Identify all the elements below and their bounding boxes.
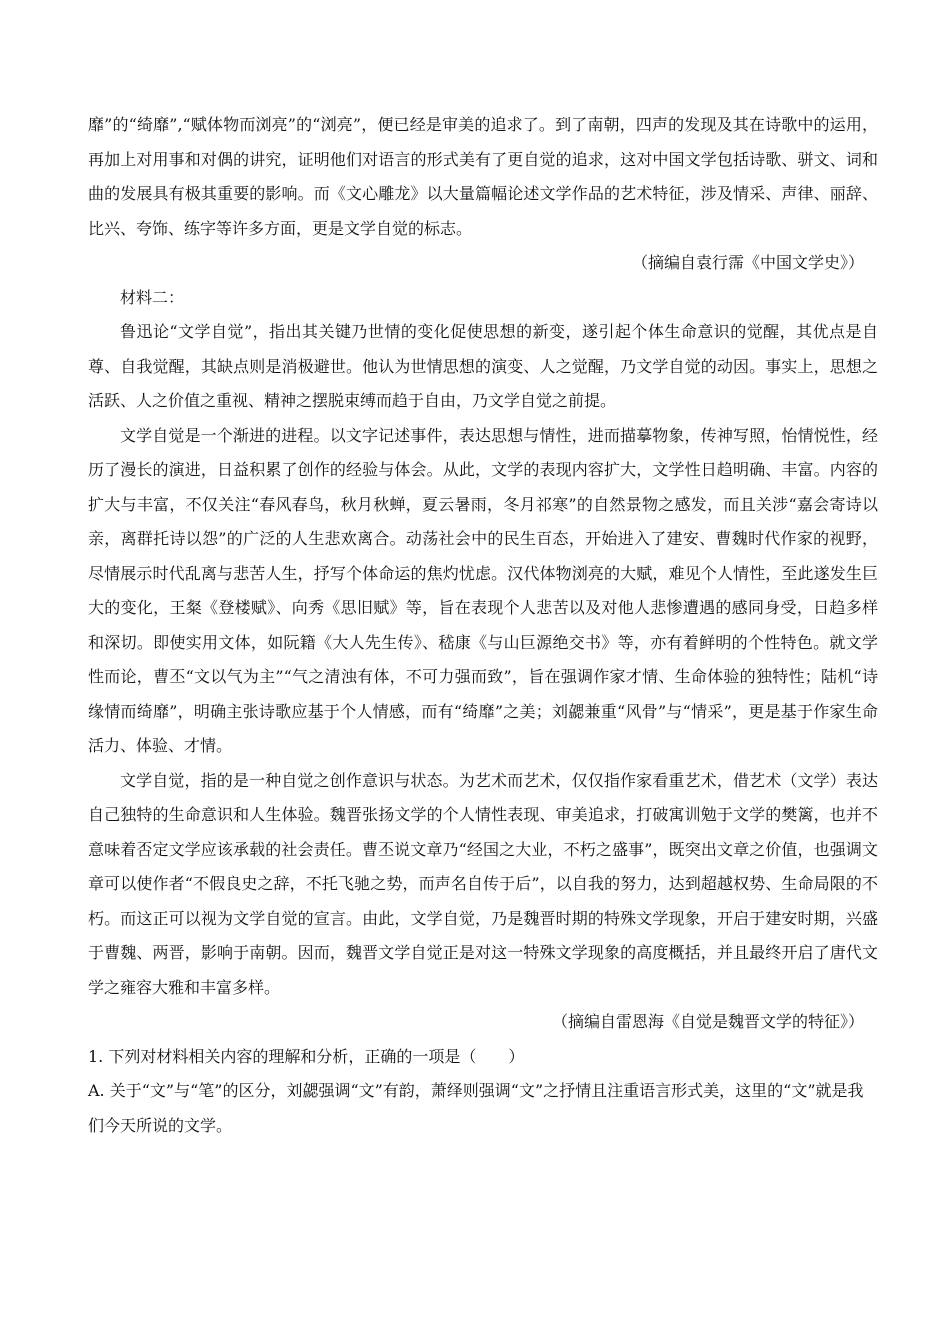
question-1: 1. 下列对材料相关内容的理解和分析，正确的一项是（ ） [88, 1046, 525, 1066]
material2-paragraph-3: 文学自觉，指的是一种自觉之创作意识与状态。为艺术而艺术，仅仅指作家看重艺术，借艺术（文学）表达自己独特的生命意识和人生体验。魏晋张扬文学的个人情性表现、审美追求，打破寓训勉于文学的樊篱，也并不意味着否定文学应该承载的社会责任。曹丕说文章乃“经国之大业，不朽之盛事”，既突出文章之价值，也强调文章可以使作者“不假良史之辞，不托飞驰之势，而声名自传于后”，以自我的努力，达到超越权势、生命局限的不朽。而这正可以视为文学自觉的宣言。由此，文学自觉，乃是魏晋时期的特殊文学现象，开启于建安时期，兴盛于曹魏、两晋，影响于南朝。因而，魏晋文学自觉正是对这一特殊文学现象的高度概括，并且最终开启了唐代文学之雍容大雅和丰富多样。 [88, 770, 878, 997]
source-citation-1: （摘编自袁行霈《中国文学史》） [631, 253, 864, 272]
material1-tail-paragraph: 靡”的“绮靡”,“赋体物而浏亮”的“浏亮”，便已经是审美的追求了。到了南朝，四声的发现及其在诗歌中的运用，再加上对用事和对偶的讲究，证明他们对语言的形式美有了更自觉的追求，这对中国文学包括诗歌、骈文、词和曲的发展具有极其重要的影响。而《文心雕龙》以大量篇幅论述文学作品的艺术特征，涉及情采、声律、丽辞、比兴、夸饰、练字等许多方面，更是文学自觉的标志。 [88, 115, 878, 238]
question-1-option-a: A. 关于“文”与“笔”的区分，刘勰强调“文”有韵，萧绎则强调“文”之抒情且注重语言形式美，这里的“文”就是我们今天所说的文学。 [88, 1081, 864, 1135]
document-page [88, 108, 878, 1143]
material2-heading: 材料二： [120, 287, 185, 307]
material2-paragraph-2: 文学自觉是一个渐进的进程。以文字记述事件，表达思想与情性，进而描摹物象，传神写照，怡情悦性，经历了漫长的演进，日益积累了创作的经验与体会。从此，文学的表现内容扩大，文学性日趋明确、丰富。内容的扩大与丰富，不仅关注“春风春鸟，秋月秋蝉，夏云暑雨，冬月祁寒”的自然景物之感发，而且关涉“嘉会寄诗以亲，离群托诗以怨”的广泛的人生悲欢离合。动荡社会中的民生百态，开始进入了建安、曹魏时代作家的视野，尽情展示时代乱离与悲苦人生，抒写个体命运的焦灼忧虑。汉代体物浏亮的大赋，难见个人情性，至此遂发生巨大的变化，王粲《登楼赋》、向秀《思旧赋》等，旨在表现个人悲苦以及对他人悲惨遭遇的感同身受，日趋多样和深切。即使实用文体，如阮籍《大人先生传》、嵇康《与山巨源绝交书》等，亦有着鲜明的个性特色。就文学性而论，曹丕“文以气为主”“气之清浊有体，不可力强而致”，旨在强调作家才情、生命体验的独特性；陆机“诗缘情而绮靡”，明确主张诗歌应基于个人情感，而有“绮靡”之美；刘勰兼重“风骨”与“情采”，更是基于作家生命活力、体验、才情。 [88, 425, 878, 755]
source-citation-2: （摘编自雷恩海《自觉是魏晋文学的特征》） [551, 1012, 864, 1031]
material2-paragraph-1: 鲁迅论“文学自觉”，指出其关键乃世情的变化促使思想的新变，遂引起个体生命意识的觉醒，其优点是自尊、自我觉醒，其缺点则是消极避世。他认为世情思想的演变、人之觉醒，乃文学自觉的动因。事实上，思想之活跃、人之价值之重视、精神之摆脱束缚而趋于自由，乃文学自觉之前提。 [88, 322, 878, 410]
